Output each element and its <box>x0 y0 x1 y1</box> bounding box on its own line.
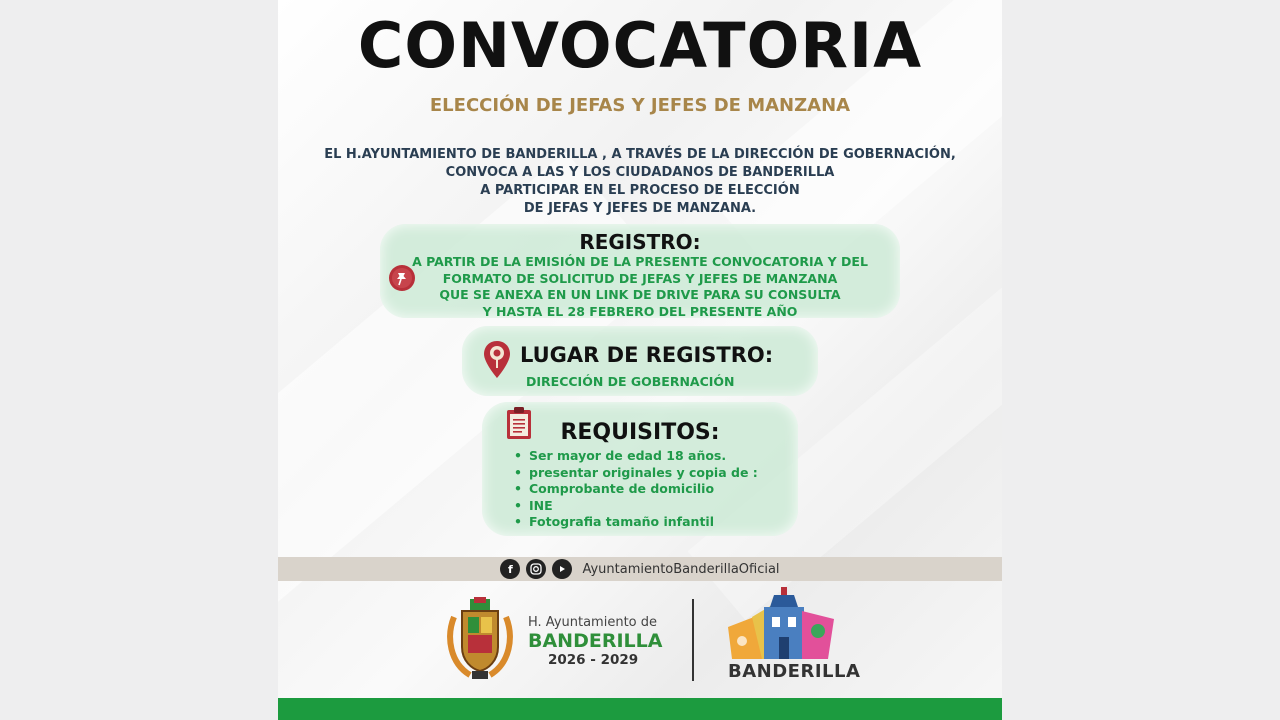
list-item: • INE <box>514 498 758 515</box>
footer-strip <box>278 698 1002 720</box>
location-pin-icon <box>482 340 512 380</box>
lugar-value: DIRECCIÓN DE GOBERNACIÓN <box>526 374 735 389</box>
instagram-icon[interactable] <box>526 559 546 579</box>
footer <box>278 581 1002 698</box>
lugar-card <box>462 326 818 396</box>
youtube-icon[interactable] <box>552 559 572 579</box>
social-bar <box>278 557 1002 581</box>
requisitos-list <box>514 448 758 531</box>
page-subtitle: ELECCIÓN DE JEFAS Y JEFES DE MANZANA <box>429 95 851 116</box>
social-handle[interactable]: AyuntamientoBanderillaOficial <box>582 561 780 577</box>
requisitos-card <box>482 402 798 536</box>
intro-line: DE JEFAS Y JEFES DE MANZANA. <box>523 201 757 216</box>
registro-body <box>380 254 900 320</box>
city-logo-icon <box>724 587 844 665</box>
registro-line: Y HASTA EL 28 FEBRERO DEL PRESENTE AÑO <box>482 303 798 319</box>
registro-line: FORMATO DE SOLICITUD DE JEFAS Y JEFES DE MANZANA <box>442 270 838 286</box>
poster <box>278 0 1002 720</box>
lugar-title: LUGAR DE REGISTRO: <box>520 343 774 367</box>
intro-line: EL H.AYUNTAMIENTO DE BANDERILLA , A TRAVÉS DE LA DIRECCIÓN DE GOBERNACIÓN, <box>324 147 956 162</box>
gov-line2: BANDERILLA <box>528 630 663 652</box>
registro-line: QUE SE ANEXA EN UN LINK DE DRIVE PARA SU CONSULTA <box>439 287 841 302</box>
gov-years: 2026 - 2029 <box>548 652 639 668</box>
facebook-icon[interactable]: f <box>500 559 520 579</box>
requisitos-title: REQUISITOS: <box>560 420 720 445</box>
city-logo-text: BANDERILLA <box>728 661 861 682</box>
intro-line: A PARTICIPAR EN EL PROCESO DE ELECCIÓN <box>480 183 800 198</box>
gov-line1: H. Ayuntamiento de <box>528 615 658 630</box>
page-title: CONVOCATORIA <box>357 9 923 82</box>
divider <box>692 599 694 681</box>
registro-card <box>380 224 900 318</box>
list-item: • presentar originales y copia de : <box>514 465 758 482</box>
municipal-crest-icon <box>444 597 516 681</box>
intro-line: CONVOCA A LAS Y LOS CIUDADANOS DE BANDERILLA <box>445 165 835 180</box>
government-text <box>528 615 662 668</box>
registro-line: A PARTIR DE LA EMISIÓN DE LA PRESENTE CONVOCATORIA Y DEL <box>412 254 868 269</box>
list-item: • Comprobante de domicilio <box>514 481 758 498</box>
intro-text <box>278 146 1002 218</box>
list-item: • Ser mayor de edad 18 años. <box>514 448 758 465</box>
list-item: • Fotografia tamaño infantil <box>514 514 758 531</box>
registro-title: REGISTRO: <box>579 230 701 254</box>
